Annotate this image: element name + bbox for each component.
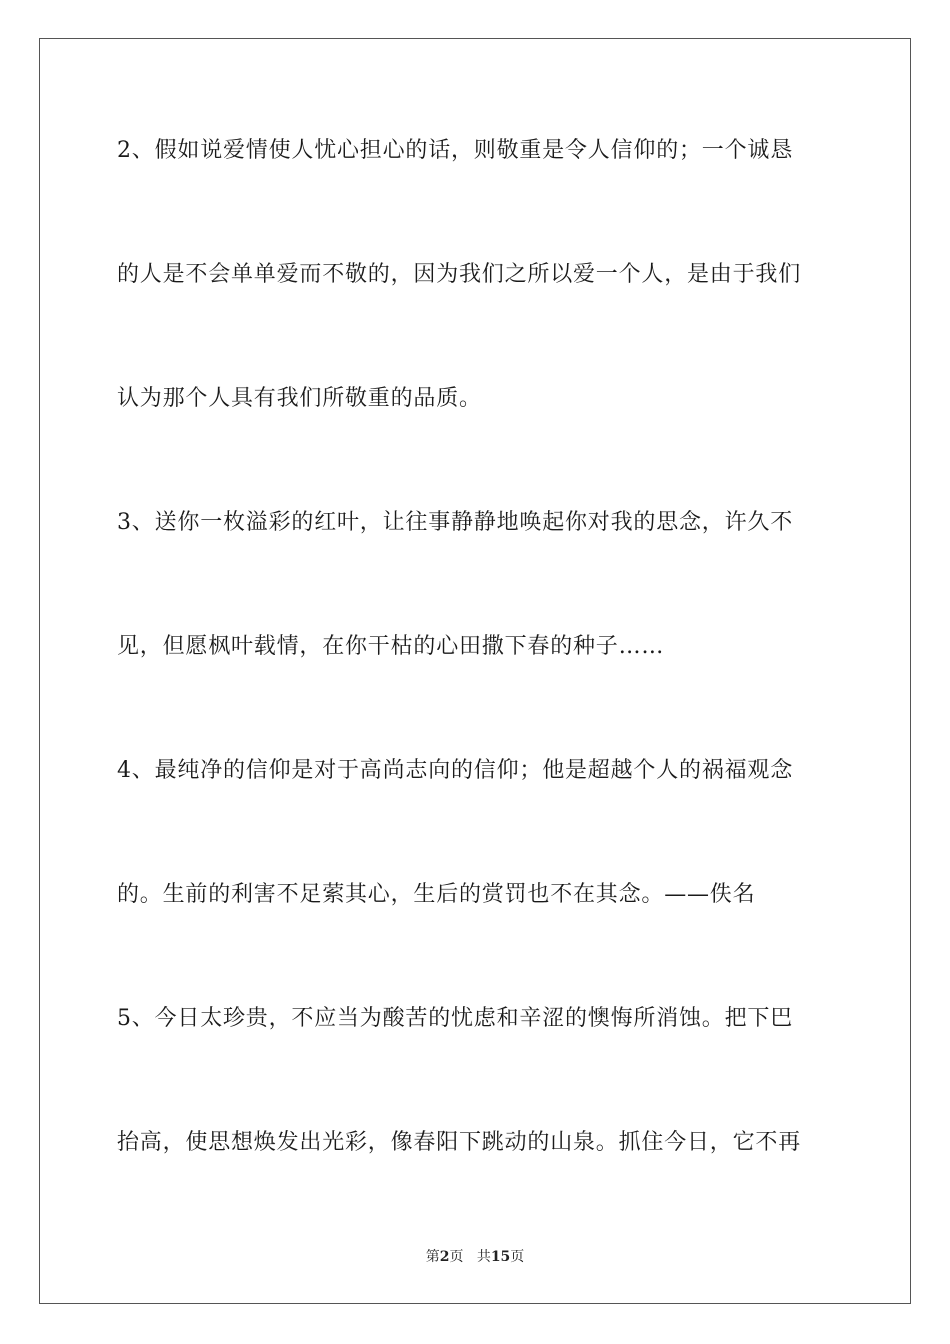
body-text-line: 认为那个人具有我们所敬重的品质。 [117,386,482,411]
body-text-line: 的人是不会单单爱而不敬的，因为我们之所以爱一个人，是由于我们 [117,262,802,287]
page-prefix: 第 [425,1249,440,1265]
current-page-number: 2 [439,1249,450,1265]
total-prefix: 共 [476,1249,491,1265]
page-unit: 页 [449,1249,464,1265]
page-border [39,38,911,1304]
total-unit: 页 [510,1249,525,1265]
body-text-line: 3、送你一枚溢彩的红叶，让往事静静地唤起你对我的思念，许久不 [117,510,793,535]
body-text-line: 5、今日太珍贵，不应当为酸苦的忧虑和辛涩的懊悔所消蚀。把下巴 [117,1006,793,1031]
body-text-line: 的。生前的利害不足萦其心，生后的赏罚也不在其念。——佚名 [117,882,756,907]
body-text-line: 抬高，使思想焕发出光彩，像春阳下跳动的山泉。抓住今日，它不再 [117,1130,802,1155]
page-footer [0,1248,950,1266]
body-text-line: 2、假如说爱情使人忧心担心的话，则敬重是令人信仰的；一个诚恳 [117,138,793,163]
body-text-line: 见，但愿枫叶载情，在你干枯的心田撒下春的种子…… [117,634,665,659]
total-page-count: 15 [490,1249,511,1265]
body-text-line: 4、最纯净的信仰是对于高尚志向的信仰；他是超越个人的祸福观念 [117,758,793,783]
